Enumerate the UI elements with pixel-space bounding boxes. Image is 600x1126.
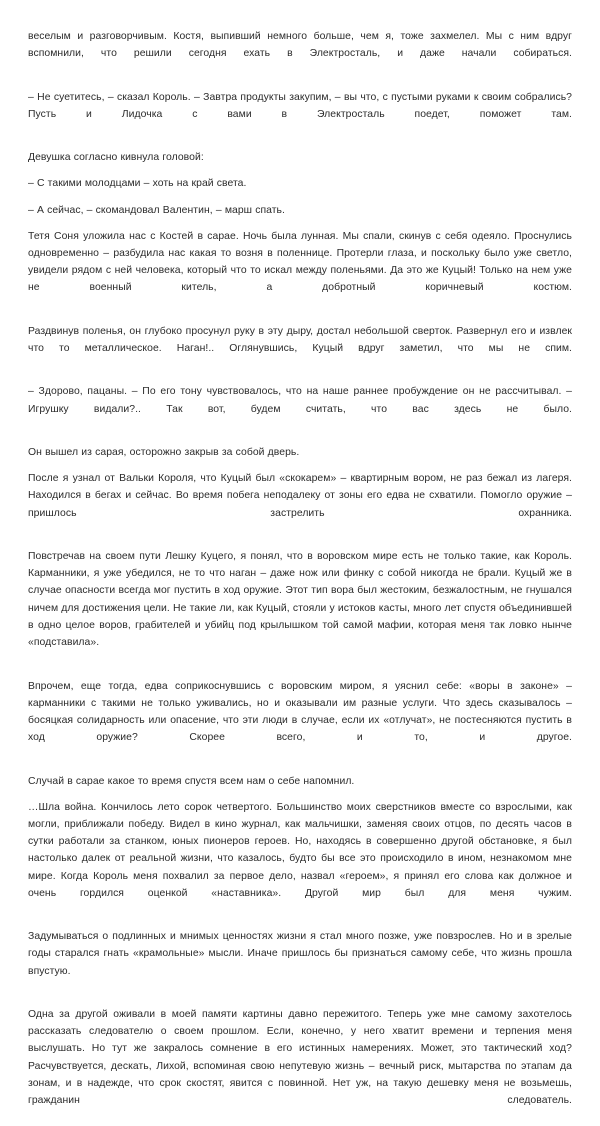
paragraph: – Здорово, пацаны. – По его тону чувствовалось, что на наше раннее пробуждение он не рассчитывал. – Игрушку видали?.. Так вот, будем считать, что вас здесь не было. xyxy=(28,386,572,415)
paragraph: Он вышел из сарая, осторожно закрыв за собой дверь. xyxy=(28,447,300,459)
paragraph: Впрочем, еще тогда, едва соприкоснувшись с воровским миром, я уяснил себе: «воры в законе» – карманники с такими не только уживались, но и оказывали им разные услуги. Что здесь сказывалось – босяцкая солидарность или опасение, что эти люди в случае, если их «отлучат», не постесняются пустить в ход оружие? Скорее всего, и то, и другое. xyxy=(28,680,572,744)
paragraph: Случай в сарае какое то время спустя всем нам о себе напомнил. xyxy=(28,775,355,787)
paragraph: – А сейчас, – скомандовал Валентин, – марш спать. xyxy=(28,204,285,216)
document-text-body xyxy=(28,28,572,1126)
paragraph: После я узнал от Вальки Короля, что Куцый был «скокарем» – квартирным вором, не раз бежал из лагеря. Находился в бегах и сейчас. Во время побега неподалеку от зоны его едва не схватили. Помогло оружие – пришлось застрелить охранника. xyxy=(28,473,572,519)
paragraph: – Не суетитесь, – сказал Король. – Завтра продукты закупим, – вы что, с пустыми руками к своим собрались? Пусть и Лидочка с вами в Электросталь поедет, поможет там. xyxy=(28,91,572,120)
paragraph: Тетя Соня уложила нас с Костей в сарае. Ночь была лунная. Мы спали, скинув с себя одеяло. Проснулись одновременно – разбудила нас какая то возня в поленнице. Протерли глаза, и поскольку было уже светло, увидели рядом с ней человека, который что то искал между поленьями. Да это же Куцый! Только на нем уже не военный китель, а добротный коричневый костюм. xyxy=(28,230,572,294)
paragraph: – С такими молодцами – хоть на край света. xyxy=(28,178,247,190)
paragraph: Одна за другой оживали в моей памяти картины давно пережитого. Теперь уже мне самому захотелось рассказать следователю о своем прошлом. Если, конечно, у него хватит времени и терпения меня выслушать. Но тут же закралось сомнение в его истинных намерениях. Может, это тактический ход? Расчувствуется, дескать, Лихой, вспоминая свою непутевую жизнь – вечный риск, мытарства по этапам да зонам, и в надежде, что срок скостят, явится с повинной. Нет уж, на такую дешевку меня не возьмешь, гражданин следователь. xyxy=(28,1008,572,1106)
paragraph: …Шла война. Кончилось лето сорок четвертого. Большинство моих сверстников вместе со взрослыми, как могли, приближали победу. Видел в кино журнал, как мальчишки, заменяя своих отцов, по десять часов в сутки работали за станком, юных пионеров героев. Но, находясь в совершенно другой обстановке, я был настолько далек от реальной жизни, что казалось, будто бы все это происходило в ином, незнакомом мне мире. Когда Король меня похвалил за первое дело, назвал «героем», я принял его слова как должное и очень гордился оценкой «наставника». Другой мир был для меня чужим. xyxy=(28,801,572,899)
paragraph: Девушка согласно кивнула головой: xyxy=(28,152,204,164)
paragraph: Задумываться о подлинных и мнимых ценностях жизни я стал много позже, уже повзрослев. Но и в зрелые годы старался гнать «крамольные» мысли. Иначе пришлось бы признаться самому себе, что жизнь прошла впустую. xyxy=(28,931,572,977)
paragraph: веселым и разговорчивым. Костя, выпивший немного больше, чем я, тоже захмелел. Мы с ним вдруг вспомнили, что решили сегодня ехать в Электросталь, и даже начали собираться. xyxy=(28,31,572,60)
paragraph: Раздвинув поленья, он глубоко просунул руку в эту дыру, достал небольшой сверток. Развернул его и извлек что то металлическое. Наган!.. Оглянувшись, Куцый вдруг заметил, что мы не спим. xyxy=(28,325,572,355)
paragraph: Повстречав на своем пути Лешку Куцего, я понял, что в воровском мире есть не только такие, как Король. Карманники, я уже убедился, не то что наган – даже нож или финку с собой никогда не брали. Куцый же в случае опасности всегда мог пустить в ход оружие. Этот тип вора был жестоким, безжалостным, не гнушался ничем для достижения цели. Не такие ли, как Куцый, стояли у истоков касты, много лет спустя объединившей в одно целое воров, грабителей и убийц под крылышком той самой мафии, которая меня так ловко нынче «подставила». xyxy=(28,551,572,649)
